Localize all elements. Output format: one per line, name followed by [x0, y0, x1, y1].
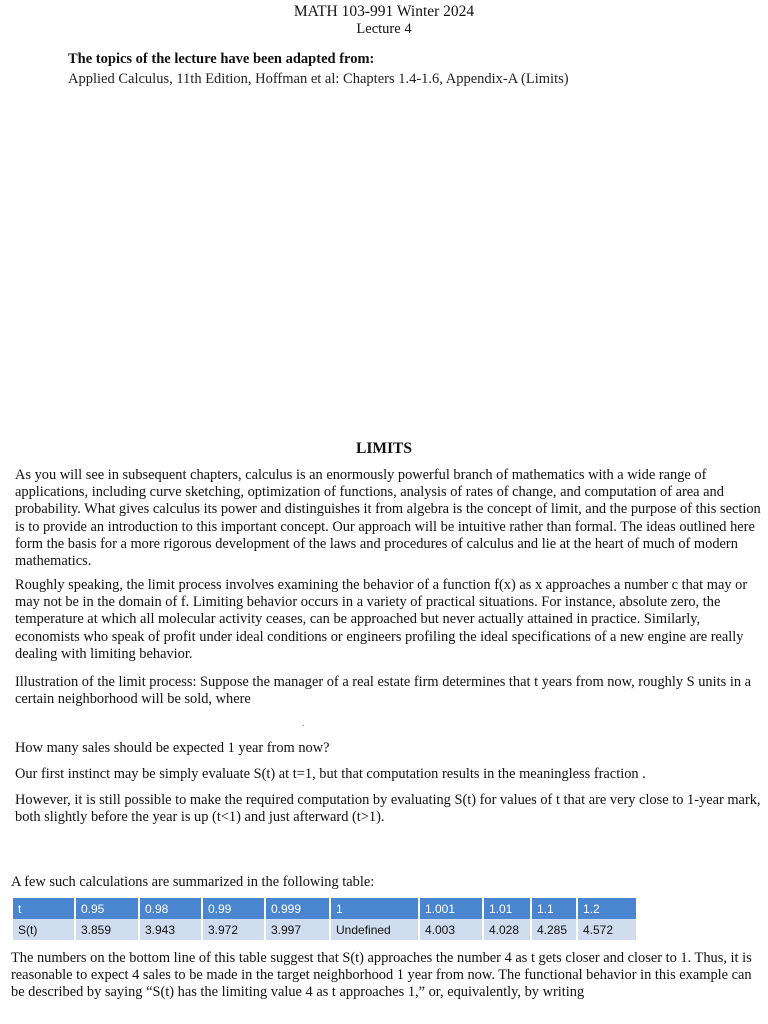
course-title: MATH 103-991 Winter 2024 — [293, 3, 475, 20]
table-cell: 4.572 — [577, 919, 637, 940]
table-cell: 3.997 — [265, 919, 330, 940]
table-header-row — [13, 898, 637, 919]
lecture-number: Lecture 4 — [356, 21, 412, 37]
table-cell: t — [13, 898, 75, 919]
section-heading: LIMITS — [356, 440, 412, 457]
table-cell: 1.2 — [577, 898, 637, 919]
paragraph-table-intro: A few such calculations are summarized in the following table: — [11, 874, 375, 890]
table-cell: 4.028 — [483, 919, 531, 940]
paragraph-first-instinct: Our first instinct may be simply evaluate S(t) at t=1, but that computation results in the meaningless fraction . — [15, 766, 646, 782]
table-cell: 1.01 — [483, 898, 531, 919]
table-cell: 3.972 — [202, 919, 265, 940]
table-cell: 1.001 — [419, 898, 483, 919]
table-cell: 0.95 — [75, 898, 139, 919]
paragraph-limit-process: Roughly speaking, the limit process involves examining the behavior of a function f(x) as x approaches a number c that may or may not be in the domain of f. Limiting behavior occurs in a variety of practical situations. For instance, absolute zero, the temperature at which all molecular activity ceases, can be approached but never actually attained in practice. Similarly, economists who speak of profit under ideal conditions or engineers profiling the ideal specifications of a new engine are really dealing with limiting behavior. — [15, 577, 748, 662]
table-cell: S(t) — [13, 919, 75, 940]
table-value-row — [13, 919, 637, 940]
table-cell: 0.98 — [139, 898, 202, 919]
values-table — [13, 898, 638, 940]
source-reference: Applied Calculus, 11th Edition, Hoffman et al: Chapters 1.4-1.6, Appendix-A (Limits) — [68, 71, 569, 87]
source-heading: The topics of the lecture have been adapted from: — [68, 51, 375, 67]
formula-placeholder: . — [302, 718, 305, 729]
paragraph-illustration: Illustration of the limit process: Suppose the manager of a real estate firm determines that t years from now, roughly S units in a certain neighborhood will be sold, where — [15, 674, 752, 708]
paragraph-question: How many sales should be expected 1 year from now? — [15, 740, 330, 756]
paragraph-intro: As you will see in subsequent chapters, calculus is an enormously powerful branch of mathematics with a wide range of applications, including curve sketching, optimization of functions, analysis of rates of change, and computation of area and probability. What gives calculus its power and distinguishes it from algebra is the concept of limit, and the purpose of this section is to provide an introduction to this important concept. Our approach will be intuitive rather than formal. The ideas outlined here form the basis for a more rigorous development of the laws and procedures of calculus and lie at the heart of much of modern mathematics. — [15, 467, 761, 570]
paragraph-computation: However, it is still possible to make the required computation by evaluating S(t) for values of t that are very close to 1-year mark, both slightly before the year is up (t<1) and just afterward (t>1). — [15, 792, 761, 826]
table-cell: 3.859 — [75, 919, 139, 940]
table-cell: 4.285 — [531, 919, 577, 940]
table-cell: 1 — [330, 898, 419, 919]
table-cell: 4.003 — [419, 919, 483, 940]
table-cell: 0.999 — [265, 898, 330, 919]
table-cell: 3.943 — [139, 919, 202, 940]
paragraph-conclusion: The numbers on the bottom line of this table suggest that S(t) approaches the number 4 as t gets closer and closer to 1. Thus, it is reasonable to expect 4 sales to be made in the target neighborhood 1 year from now. The functional behavior in this example can be described by saying “S(t) has the limiting value 4 as t approaches 1,” or, equivalently, by writing — [11, 950, 752, 1001]
table-cell: Undefined — [330, 919, 419, 940]
table-cell: 0.99 — [202, 898, 265, 919]
table-cell: 1.1 — [531, 898, 577, 919]
